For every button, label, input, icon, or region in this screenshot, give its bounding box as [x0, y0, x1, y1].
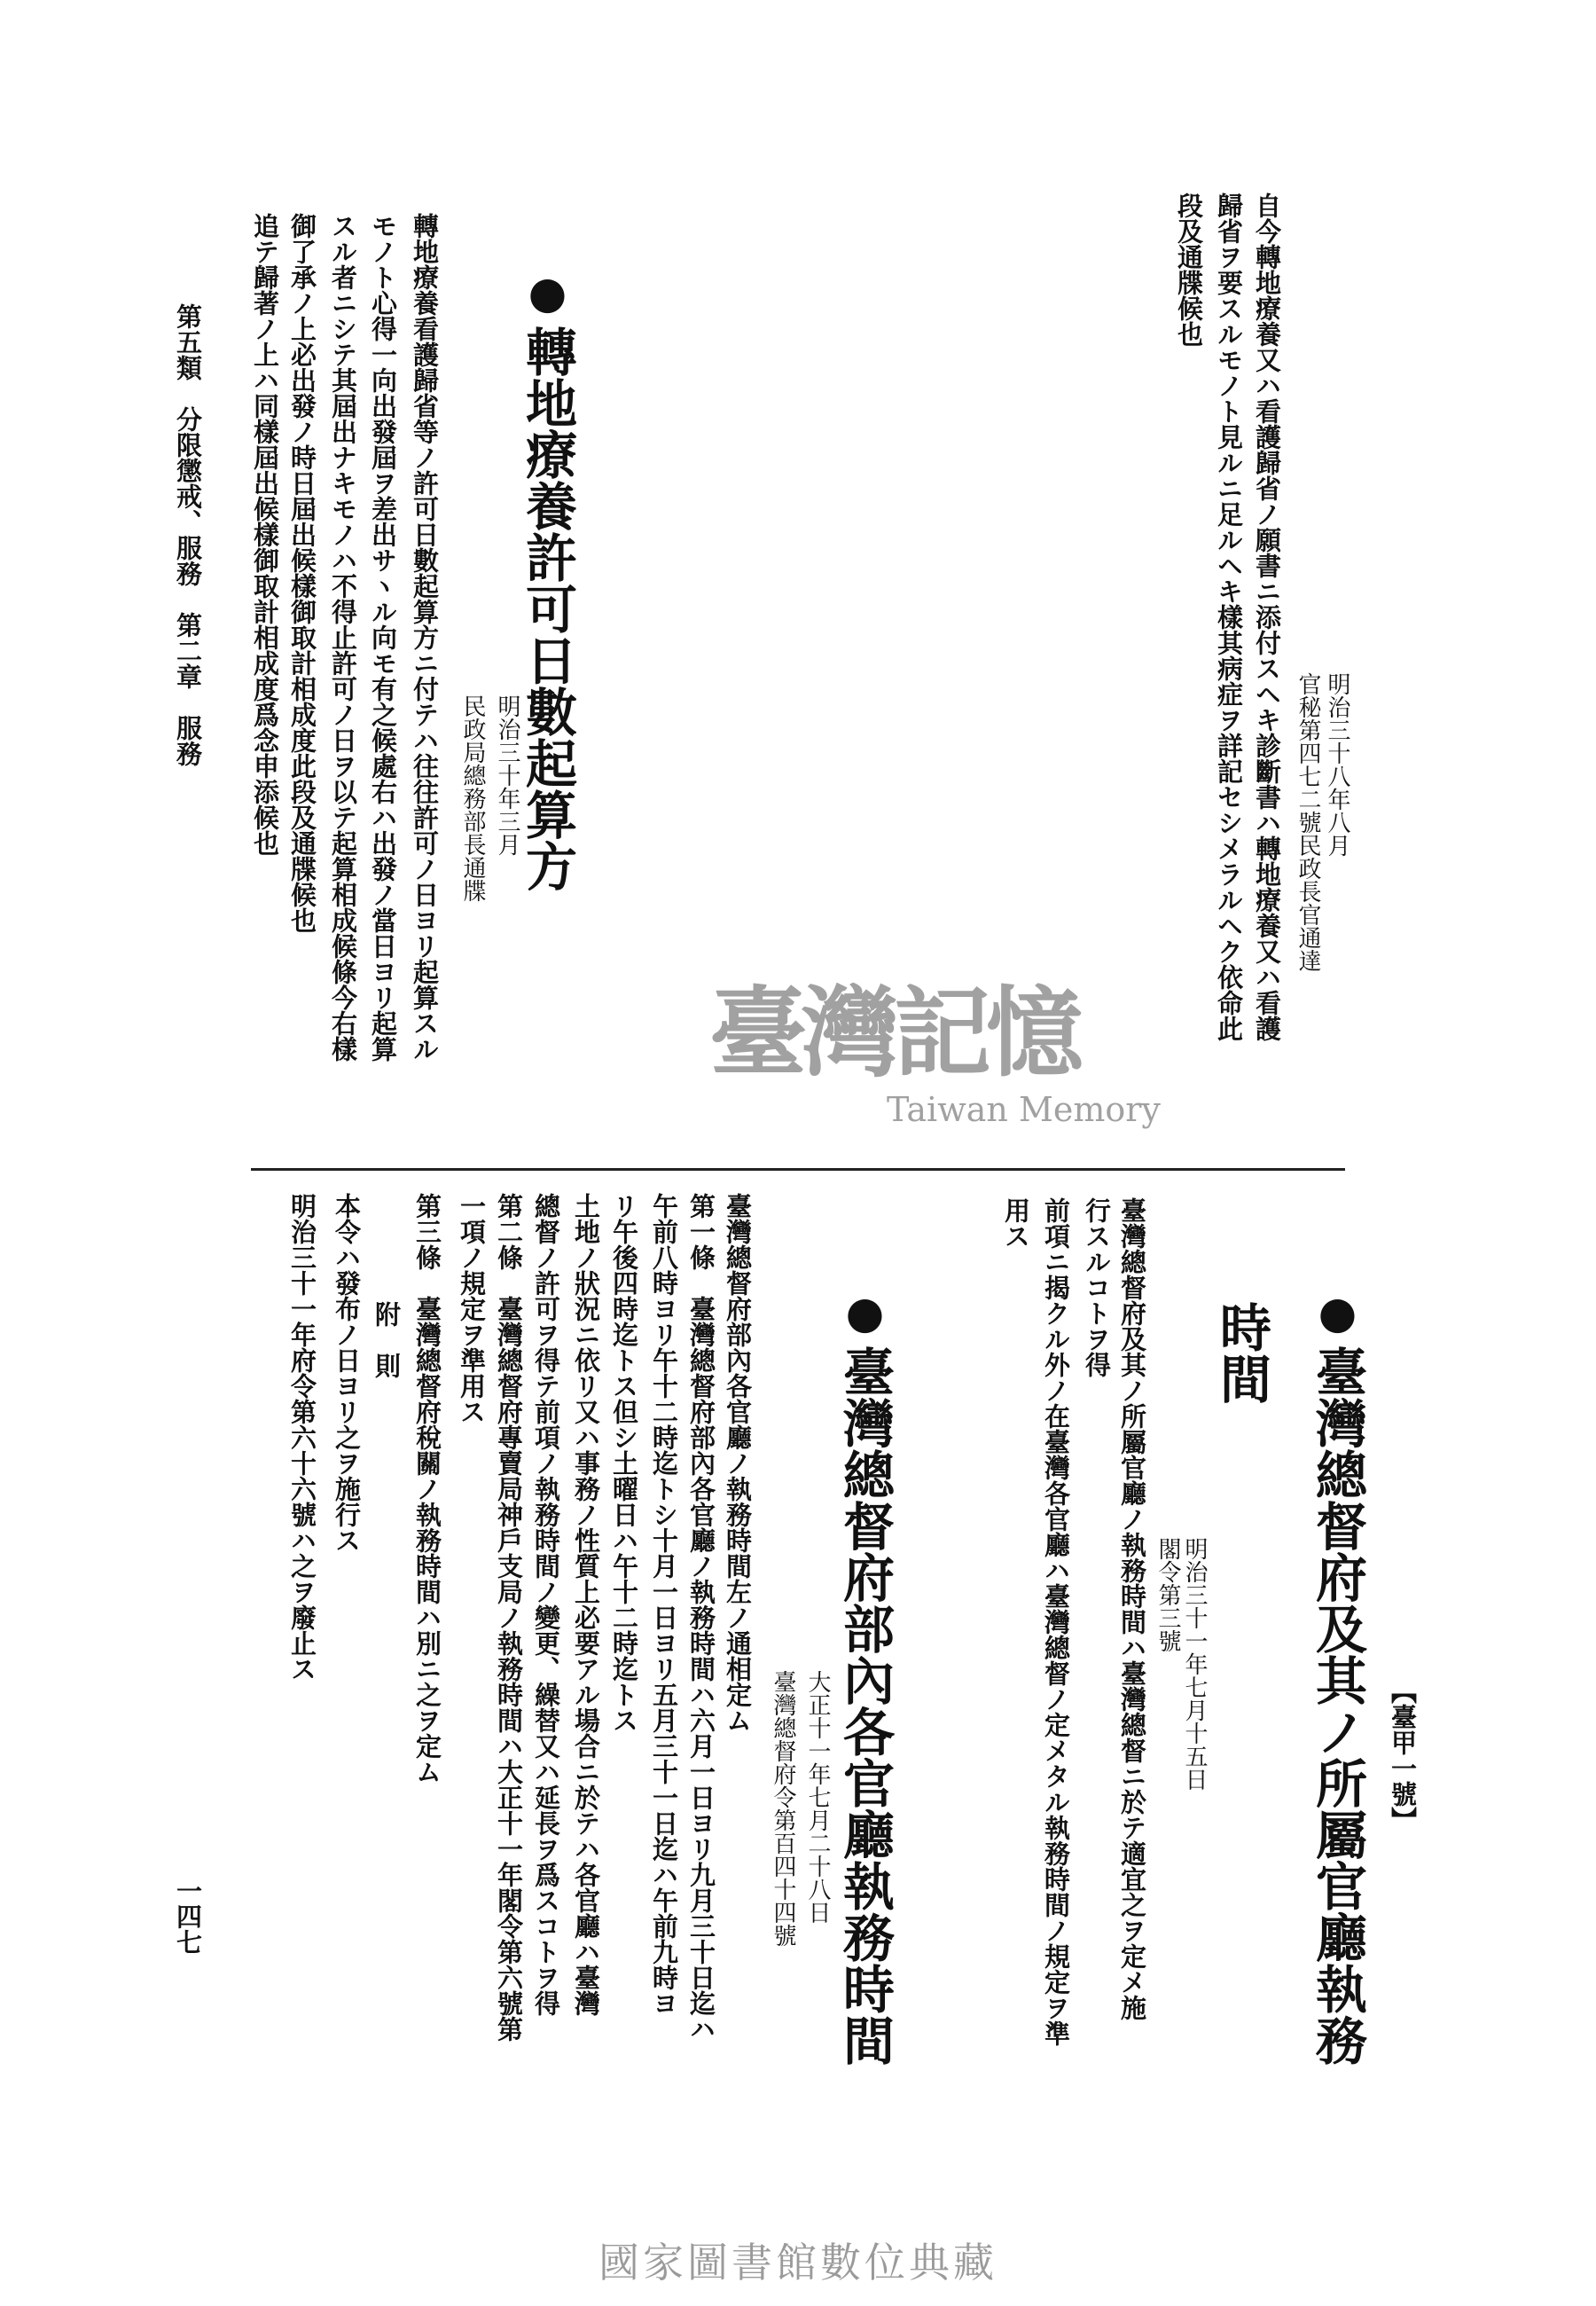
supplementary-line: 本令ハ發布ノ日ヨリ之ヲ施行ス: [332, 1193, 362, 1553]
notice-4-title-text: 臺灣總督府部內各官廳執務時間: [834, 1345, 895, 2066]
notice-2-date: 明治三十年三月: [494, 694, 520, 856]
notice-2-line: 御了承ノ上必出發ノ時日屆出候樣御取計相成度此段及通牒候也: [287, 213, 317, 933]
notice-4-line: 一項ノ規定ヲ準用ス: [457, 1193, 487, 1424]
notice-2-title-text: 轉地療養許可日數起算方: [517, 326, 577, 891]
notice-4-date: 大正十一年七月二十八日: [804, 1670, 831, 1924]
notice-4-line: 臺灣總督府部內各官廳ノ執務時間左ノ通相定ム: [723, 1193, 753, 1733]
notice-2-issuer: 民政局總務部長通牒: [459, 694, 486, 902]
notice-3-date: 明治三十一年七月十五日: [1181, 1537, 1208, 1791]
notice-2-line: モノト心得一向出發屆ヲ差出サヽル向モ有之候處右ハ出發ノ當日ヨリ起算: [368, 213, 398, 1062]
notice-1-issuer: 官秘第四七二號民政長官通達: [1295, 672, 1321, 972]
notice-1-line: 段及通牒候也: [1174, 192, 1204, 347]
section-divider: [251, 1168, 1345, 1171]
notice-4-line: リ午後四時迄トス但シ土曜日ハ午十二時迄トス: [609, 1193, 639, 1733]
notice-2-line: 追テ歸著ノ上ハ同樣屆出候樣御取計相成度爲念申添候也: [250, 213, 280, 856]
notice-3-line: 臺灣總督府及其ノ所屬官廳ノ執務時間ハ臺灣總督ニ於テ適宜之ヲ定メ施: [1117, 1197, 1147, 2020]
notice-4-line: 總督ノ許可ヲ得テ前項ノ執務時間ノ變更、繰替又ハ延長ヲ爲スコトヲ得: [531, 1193, 561, 2016]
margin-label: 【臺甲一號】: [1388, 1678, 1418, 1832]
notice-4-line: 土地ノ狀況ニ依リ又ハ事務ノ性質上必要アル場合ニ於テハ各官廳ハ臺灣: [571, 1193, 601, 2016]
notice-4-line: 第二條 臺灣總督府專賣局神戶支局ノ執務時間ハ大正十一年閣令第六號第: [494, 1193, 524, 2042]
notice-3-line: 前項ニ揭クル外ノ在臺灣各官廳ハ臺灣總督ノ定メタル執務時間ノ規定ヲ準: [1041, 1197, 1071, 2046]
notice-3-title-text: 臺灣總督府及其ノ所屬官廳執務: [1307, 1345, 1367, 2066]
notice-4-title: [834, 1286, 895, 2066]
notice-1-line: 自今轉地療養又ハ看護歸省ノ願書ニ添付スヘキ診斷書ハ轉地療養又ハ看護: [1252, 192, 1282, 1041]
notice-2-title: [517, 266, 577, 891]
notice-4-line: 第一條 臺灣總督府部內各官廳ノ執務時間ハ六月一日ヨリ九月三十日迄ハ: [686, 1193, 716, 2042]
watermark-logo-en: Taiwan Memory: [887, 1090, 1161, 1129]
bullet-icon: ●: [839, 1286, 891, 1338]
running-footer: 第五類 分限懲戒、服務 第二章 服務: [173, 303, 203, 766]
notice-3-line: 用ス: [1001, 1197, 1031, 1249]
source-footer: 國家圖書館數位典藏: [598, 2239, 998, 2286]
supplementary-line: 明治三十一年府令第六十六號ハ之ヲ廢止ス: [287, 1193, 317, 1682]
supplementary-heading: 附 則: [372, 1301, 402, 1378]
bullet-icon: ●: [521, 266, 574, 318]
notice-4-issuer: 臺灣總督府令第百四十四號: [770, 1670, 796, 1947]
notice-3-title: [1307, 1286, 1367, 2066]
notice-2-line: スル者ニシテ其屆出ナキモノハ不得止許可ノ日ヲ以テ起算相成候條今右樣: [328, 213, 358, 1062]
bullet-icon: ●: [1311, 1286, 1364, 1338]
notice-4-line: 午前八時ヨリ午十二時迄トシ十月一日ヨリ五月三十一日迄ハ午前九時ヨ: [649, 1193, 679, 2016]
notice-2-line: 轉地療養看護歸省等ノ許可日數起算方ニ付テハ往往許可ノ日ヨリ起算スル: [410, 213, 440, 1062]
notice-3-title-cont: 時間: [1211, 1301, 1271, 1404]
watermark-logo: 臺灣記憶: [709, 976, 1078, 1090]
notice-4-line: 第三條 臺灣總督府稅關ノ執務時間ハ別ニ之ヲ定ム: [412, 1193, 442, 1784]
notice-3-issuer: 閣令第三號: [1154, 1537, 1181, 1652]
notice-3-line: 行スルコトヲ得: [1082, 1197, 1112, 1377]
notice-1-line: 歸省ヲ要スルモノト見ルニ足ルヘキ樣其病症ヲ詳記セシメラルヘク依命此: [1214, 192, 1244, 1041]
page-number: 一四七: [173, 1878, 203, 1955]
notice-1-date: 明治三十八年八月: [1324, 672, 1350, 857]
